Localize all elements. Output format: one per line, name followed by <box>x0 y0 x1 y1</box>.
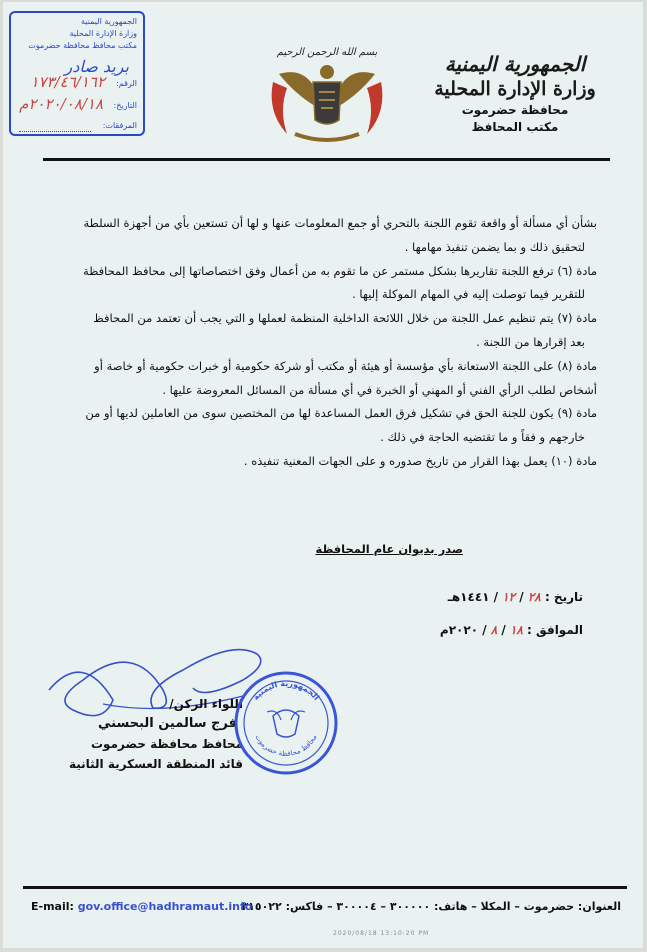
stamp-attachments-label: المرفقات: <box>102 121 137 130</box>
stamp-date-value: ٢٠٢٠/٠٨/١٨م <box>19 95 103 113</box>
print-timestamp: 2020/08/18 13:10:20 PM <box>333 930 430 937</box>
article-line: لتحقيق ذلك و بما يضمن تنفيذ مهامها . <box>404 239 585 254</box>
header-divider <box>43 158 610 161</box>
seal-outer-text: الجمهورية اليمنية <box>251 678 321 702</box>
svg-text:الجمهورية اليمنية <box>251 679 321 702</box>
right-flag-icon <box>367 82 382 134</box>
outgoing-mail-stamp <box>9 11 145 136</box>
republic-title: الجمهورية اليمنية <box>444 52 586 76</box>
letterhead <box>425 52 605 134</box>
article-line: مادة (٩) يكون للجنة الحق في تشكيل فرق العمل المساعدة لها من المختصين سوى من العاملين لديها أو من <box>85 406 597 421</box>
hijri-month: ١٢ <box>502 590 516 604</box>
stamp-line-ministry: وزارة الإدارة المحلية <box>69 29 137 38</box>
article-line: مادة (٦) ترفع اللجنة تقاريرها بشكل مستمر عن ما تقوم به من أعمال وفق اختصاصاتها إلى محافظ المحافظة <box>83 263 597 278</box>
basmala-text: بسم الله الرحمن الرحيم <box>276 47 378 58</box>
footer-email <box>31 900 252 913</box>
stamp-number-value: ١٧٣/٤٦/١٦٢ <box>30 73 105 91</box>
signatory-name: فرج سالمين البحسني <box>98 716 237 731</box>
article-line: مادة (١٠) يعمل بهذا القرار من تاريخ صدوره و على الجهات المعنية تنفيذه . <box>243 453 597 468</box>
article-line: مادة (٧) يتم تنظيم عمل اللجنة من خلال اللائحة الداخلية المنظمة لعملها و التي يجب أن تعتمد من المحافظ <box>93 311 597 326</box>
gregorian-date-label: الموافق : <box>527 623 583 637</box>
article-line: بشأن أي مسألة أو واقعة تقوم اللجنة بالتحري أو جمع المعلومات عنها و لها أن تستعين بأي من أجهزة السلطة <box>83 216 597 230</box>
gregorian-date: الموافق : ١٨ / ٨ / ٢٠٢٠م <box>439 623 583 637</box>
signatory-block <box>13 694 243 774</box>
article-line: أشخاص لطلب الرأي الفني أو المهني أو الخبرة في أي مسألة من المسائل المعروضة عليها . <box>162 382 597 397</box>
stamp-line-republic: الجمهورية اليمنية <box>80 17 137 26</box>
footer-address: العنوان: حضرموت – المكلا – هاتف: ٣٠٠٠٠٠ – ٣٠٠٠٠٤ – فاكس: ٣١٥٠٢٢ <box>241 900 621 913</box>
hijri-year: ١٤٤١هـ <box>447 590 490 604</box>
governorate-title: محافظة حضرموت <box>461 103 569 117</box>
stamp-line-office: مكتب محافظ محافظة حضرموت <box>28 41 137 50</box>
stamp-date-label: التاريخ: <box>113 101 137 110</box>
left-flag-icon <box>272 82 287 134</box>
letter-page <box>3 2 643 948</box>
ribbon-icon <box>295 134 359 140</box>
footer-divider <box>23 886 627 889</box>
yemen-eagle-emblem-icon <box>265 42 389 148</box>
decree-body <box>47 212 597 474</box>
stamp-number-label: الرقم: <box>116 79 137 88</box>
stamp-title: بريد صادر <box>64 57 129 76</box>
stamp-attachments-line <box>19 131 91 132</box>
official-seal-icon <box>231 668 341 778</box>
seal-inner-text: محافظ محافظة حضرموت <box>253 733 319 758</box>
gregorian-year: ٢٠٢٠م <box>439 623 479 637</box>
signatory-military-title: قائد المنطقة العسكرية الثانية <box>68 757 243 771</box>
article-line: خارجهم و فقاً و ما تقتضيه الحاجة في ذلك . <box>380 430 585 445</box>
issued-at: صدر بديوان عام المحافظة <box>315 542 463 556</box>
article-line: بعد إقرارها من اللجنة . <box>476 334 585 349</box>
gregorian-month: ٨ <box>490 623 498 637</box>
signatory-rank: اللواء الركن/ <box>169 697 243 711</box>
article-line: مادة (٨) على اللجنة الاستعانة بأي مؤسسة أو هيئة أو مكتب أو شركة حكومية أو خبرات حكومية أو خاصة أو <box>94 358 597 373</box>
eagle-head-icon <box>320 65 334 79</box>
email-label: E-mail: <box>31 900 74 913</box>
hijri-date: تاريخ : ٢٨ / ١٢ / ١٤٤١هـ <box>447 590 583 604</box>
hijri-day: ٢٨ <box>527 590 541 604</box>
gregorian-day: ١٨ <box>509 623 523 637</box>
ministry-title: وزارة الإدارة المحلية <box>434 78 596 100</box>
hijri-date-label: تاريخ : <box>544 590 583 604</box>
article-line: للتقرير فيما توصلت إليه في المهام الموكلة إليها . <box>352 287 585 302</box>
email-link[interactable]: gov.office@hadhramaut.info <box>77 900 253 913</box>
shield-icon <box>313 82 341 124</box>
office-title: مكتب المحافظ <box>471 120 559 134</box>
signatory-title: محافظ محافظة حضرموت <box>90 737 243 751</box>
